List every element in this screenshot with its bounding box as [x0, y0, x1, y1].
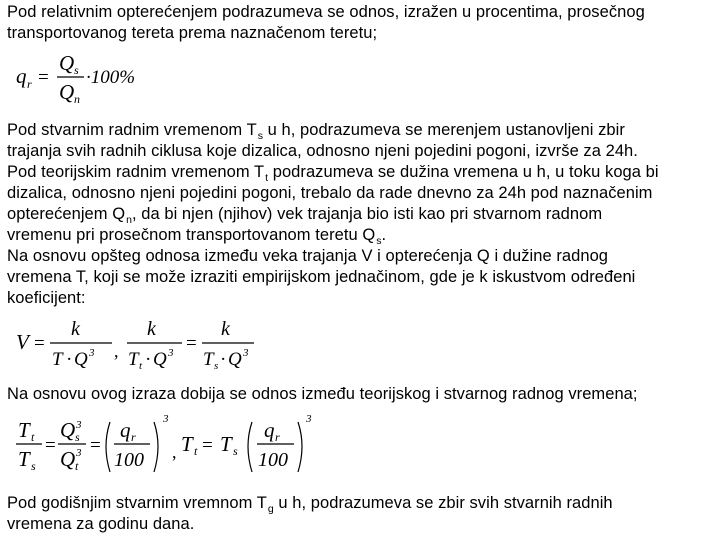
paragraph-times-line-5 — [7, 204, 602, 227]
ratio-Qn-exp: 3 — [76, 447, 82, 459]
v-lhs: V — [16, 330, 29, 354]
paragraph-times-line-8: vremena T, koji se može izraziti empirijskom jednačinom, gde je k iskustvom određeni — [7, 268, 636, 286]
v-frac2-Q: Q — [153, 349, 167, 370]
formula-lifetime-svg — [14, 315, 254, 375]
v-frac1-T: T — [52, 349, 63, 370]
v-frac3-exp: 3 — [243, 347, 249, 359]
text-fragment: u h, podrazumeva se merenjem ustanovljeni zbir — [263, 121, 625, 139]
ratio-Ts-rhs-sub: s — [233, 444, 238, 458]
v-frac2-num: k — [147, 318, 156, 340]
paragraph-times-line-1 — [7, 120, 625, 143]
paragraph-relative-load-line-1: Pod relativnim opterećenjem podrazumeva se odnos, izražen u procentima, prosečnog — [7, 3, 645, 21]
text-fragment: Pod teorijskim radnim vremenom T — [7, 163, 265, 181]
paragraph-ratio-line-1: Na osnovu ovog izraza dobija se odnos između teorijskog i stvarnog radnog vremena; — [7, 385, 638, 403]
qr-lhs: q — [16, 64, 27, 88]
text-fragment: Pod godišnjim stvarnim vremnom T — [7, 494, 267, 512]
v-frac1-num: k — [71, 318, 80, 340]
qr-equals: = — [38, 67, 49, 88]
formula-time-ratio — [14, 412, 314, 487]
ratio-comma: , — [172, 442, 177, 462]
ratio-Tt-lhs-sub: t — [194, 444, 198, 458]
formula-lifetime — [14, 315, 254, 380]
ratio-Tt-lhs: T — [181, 432, 193, 456]
ratio-qr-sub: r — [131, 430, 136, 444]
qr-denominator-sub: n — [74, 92, 80, 106]
formula-relative-load-svg — [14, 50, 164, 110]
formula-time-ratio-svg — [14, 412, 314, 482]
paragraph-yearly-line-1 — [7, 493, 613, 516]
ratio-qr: q — [120, 418, 131, 442]
v-frac1-exp: 3 — [89, 347, 95, 359]
ratio-Qn: Q — [60, 447, 76, 471]
subscript-s: s — [376, 235, 382, 247]
ratio-qr-2-sub: r — [275, 430, 280, 444]
ratio-equals-2: = — [90, 435, 101, 456]
v-frac3-Q: Q — [228, 349, 242, 370]
ratio-Tt: T — [18, 418, 30, 442]
text-fragment: . — [381, 226, 387, 244]
v-frac1-dot: · — [66, 349, 73, 370]
v-frac2-exp: 3 — [168, 347, 174, 359]
ratio-Qn-sub: t — [75, 459, 79, 473]
v-frac3-sub-s: s — [214, 360, 219, 372]
subscript-n: n — [126, 214, 132, 226]
qr-numerator-sub: s — [74, 63, 79, 77]
text-fragment: vremenu pri prosečnom transportovanom teretu Q — [7, 226, 376, 244]
ratio-Qs: Q — [60, 418, 76, 442]
ratio-Ts-rhs: T — [220, 432, 232, 456]
v-frac2-sub-t: t — [139, 360, 143, 372]
v-equals-2: = — [186, 333, 197, 354]
text-fragment: opterećenjem Q — [7, 205, 126, 223]
v-frac1-Q: Q — [74, 349, 88, 370]
qr-denominator: Q — [59, 80, 75, 104]
paragraph-times-line-6 — [7, 225, 386, 248]
paragraph-times-line-9: koeficijent: — [7, 289, 86, 307]
paragraph-times-line-4: dizalica, odnosno njeni pojedini pogoni, trebalo da rade dnevno za 24h pod naznačenim — [7, 184, 653, 202]
ratio-hundred: 100 — [114, 449, 144, 471]
ratio-equals-1: = — [45, 435, 56, 456]
ratio-Tt-sub: t — [31, 430, 35, 444]
v-frac3-dot: · — [220, 349, 227, 370]
ratio-Qs-exp: 3 — [76, 419, 82, 431]
paragraph-times-line-2: trajanja svih radnih ciklusa koje dizalica, odnosno njeni pojedini pogoni, izvrše za 24h. — [7, 142, 638, 160]
text-fragment: podrazumeva se dužina vremena u h, u toku koga bi — [268, 163, 659, 181]
paragraph-relative-load-line-2: transportovanog tereta prema naznačenom teretu; — [7, 24, 378, 42]
ratio-equals-3: = — [202, 435, 213, 456]
text-fragment: Pod stvarnim radnim vremenom T — [7, 121, 257, 139]
ratio-paren-exp: 3 — [163, 413, 169, 425]
ratio-hundred-2: 100 — [258, 449, 288, 471]
v-frac3-T: T — [203, 349, 214, 370]
subscript-t: t — [265, 172, 269, 184]
ratio-left-paren-2 — [248, 422, 252, 472]
ratio-Ts: T — [18, 447, 30, 471]
v-frac3-num: k — [221, 318, 230, 340]
v-frac2-dot: · — [145, 349, 152, 370]
paragraph-times-line-3 — [7, 162, 659, 185]
formula-relative-load — [14, 50, 164, 115]
ratio-Ts-sub: s — [31, 459, 36, 473]
v-comma: , — [114, 341, 119, 361]
subscript-g: g — [267, 503, 274, 515]
ratio-paren-exp-2: 3 — [306, 413, 312, 425]
text-fragment: , da bi njen (njihov) vek trajanja bio isti kao pri stvarnom radnom — [131, 205, 603, 223]
ratio-qr-2: q — [264, 418, 275, 442]
v-equals: = — [34, 333, 45, 354]
text-fragment: u h, podrazumeva se zbir svih stvarnih radnih — [273, 494, 613, 512]
paragraph-times-line-7: Na osnovu opšteg odnosa između veka trajanja V i opterećenja Q i dužine radnog — [7, 247, 609, 265]
qr-factor: ·100% — [86, 67, 136, 88]
ratio-Qs-sub: s — [75, 430, 80, 444]
qr-numerator: Q — [59, 51, 75, 75]
subscript-s: s — [257, 130, 264, 142]
ratio-right-paren — [154, 422, 158, 472]
paragraph-yearly-line-2: vremena za godinu dana. — [7, 515, 195, 533]
ratio-left-paren — [106, 422, 110, 472]
qr-lhs-sub: r — [27, 77, 32, 91]
v-frac2-T: T — [128, 349, 139, 370]
ratio-right-paren-2 — [298, 422, 302, 472]
